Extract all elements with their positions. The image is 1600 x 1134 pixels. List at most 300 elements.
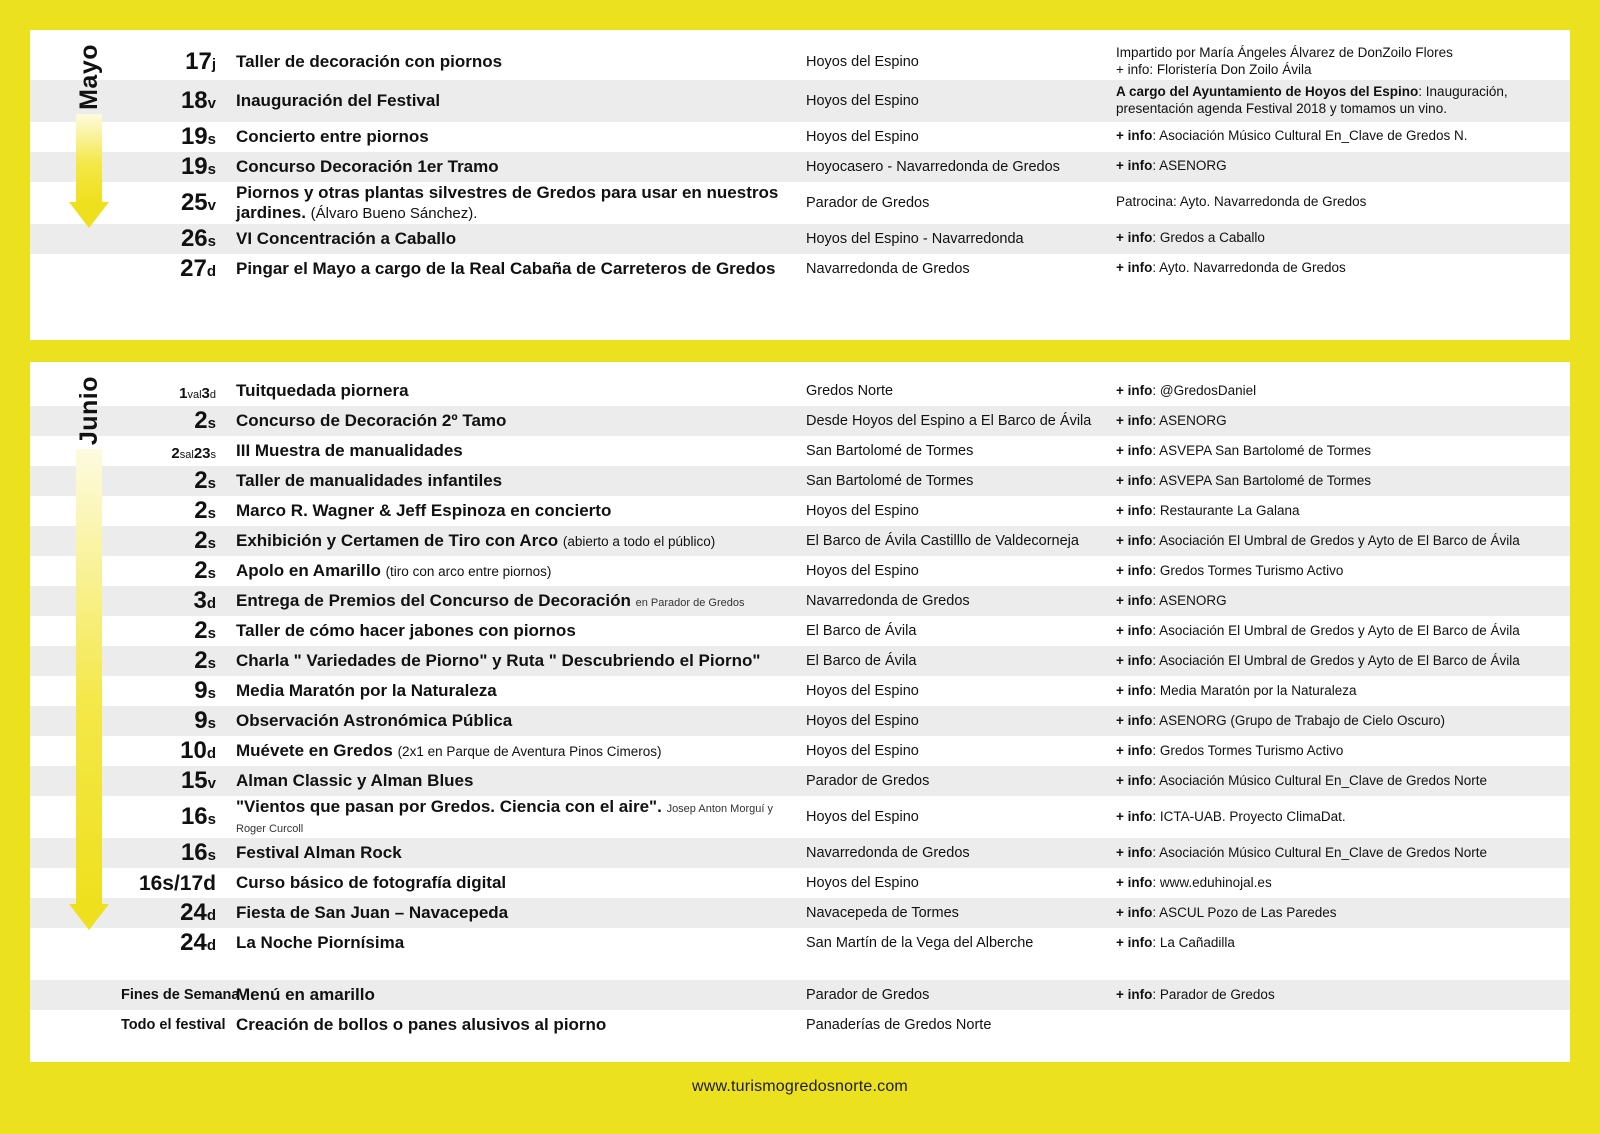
row-day <box>120 616 228 646</box>
row-info <box>1110 254 1570 284</box>
event-place: Navacepeda de Tormes <box>806 904 959 921</box>
event-place: San Bartolomé de Tormes <box>806 442 974 459</box>
day-suffix: v <box>187 389 193 402</box>
row-spacer <box>30 224 120 254</box>
row-place <box>800 122 1110 152</box>
row-place <box>800 182 1110 224</box>
day-range-connector: al <box>192 389 202 402</box>
table-row <box>30 406 1570 436</box>
row-day <box>120 526 228 556</box>
row-title <box>228 496 800 526</box>
day-number: 2 <box>194 407 208 435</box>
table-row <box>30 928 1570 958</box>
day-suffix-end: d <box>209 389 216 402</box>
day-number: 2 <box>194 467 208 495</box>
row-info <box>1110 44 1570 80</box>
event-info-line: : @GredosDaniel <box>1152 382 1257 398</box>
row-info <box>1110 1010 1570 1040</box>
row-title <box>228 224 800 254</box>
row-title <box>228 646 800 676</box>
row-title <box>228 254 800 284</box>
day-number: 16 <box>180 803 208 831</box>
day-number: 2 <box>194 527 208 555</box>
table-row <box>30 44 1570 80</box>
event-info-line: : Asociación El Umbral de Gredos y Ayto de El Barco de Ávila <box>1152 652 1520 668</box>
event-title: Taller de cómo hacer jabones con piornos <box>236 621 576 640</box>
row-title <box>228 616 800 646</box>
table-row <box>30 122 1570 152</box>
event-place: Parador de Gredos <box>806 772 930 789</box>
table-row <box>30 646 1570 676</box>
row-place <box>800 44 1110 80</box>
event-place: Navarredonda de Gredos <box>806 844 970 861</box>
row-title <box>228 466 800 496</box>
row-title <box>228 676 800 706</box>
day-suffix: d <box>206 907 216 925</box>
day-suffix: s <box>207 535 216 553</box>
row-place <box>800 898 1110 928</box>
month-arrow-junio <box>76 449 102 930</box>
row-place <box>800 80 1110 122</box>
event-info-bold: + info <box>1116 682 1153 698</box>
event-title: Media Maratón por la Naturaleza <box>236 681 497 700</box>
row-place <box>800 676 1110 706</box>
table-row <box>30 224 1570 254</box>
event-info-line: : Restaurante La Galana <box>1152 502 1300 518</box>
day-number: 24 <box>180 929 207 957</box>
row-day <box>120 706 228 736</box>
day-number: 2 <box>194 617 208 645</box>
row-info <box>1110 122 1570 152</box>
event-title: III Muestra de manualidades <box>236 441 463 460</box>
table-row <box>30 796 1570 838</box>
row-day <box>120 152 228 182</box>
row-place <box>800 496 1110 526</box>
event-title: Exhibición y Certamen de Tiro con Arco <box>236 531 559 550</box>
row-title <box>228 182 800 224</box>
row-place <box>800 796 1110 838</box>
day-number: 1 <box>179 385 188 403</box>
event-title: Concurso de Decoración 2º Tamo <box>236 411 507 430</box>
event-info-bold: A cargo del Ayuntamiento de Hoyos del Espino <box>1116 83 1419 99</box>
event-info-line: : Gredos Tormes Turismo Activo <box>1152 742 1344 758</box>
event-info-line: Patrocina: Ayto. Navarredonda de Gredos <box>1116 194 1367 210</box>
row-day <box>120 586 228 616</box>
row-title <box>228 586 800 616</box>
row-day <box>120 122 228 152</box>
row-day <box>120 736 228 766</box>
row-place <box>800 1010 1110 1040</box>
table-row <box>30 80 1570 122</box>
event-info-bold: + info <box>1116 158 1153 174</box>
event-place: Hoyos del Espino <box>806 53 919 70</box>
day-suffix: s <box>207 505 216 523</box>
table-row <box>30 182 1570 224</box>
table-row <box>30 868 1570 898</box>
table-row <box>30 526 1570 556</box>
row-info <box>1110 736 1570 766</box>
event-info-line: : Media Maratón por la Naturaleza <box>1152 682 1357 698</box>
month-panel-mayo <box>30 30 1570 340</box>
event-info-bold: + info <box>1116 592 1153 608</box>
day-suffix: s <box>207 655 216 673</box>
event-title: Observación Astronómica Pública <box>236 711 513 730</box>
row-info <box>1110 980 1570 1010</box>
event-place: Hoyos del Espino <box>806 128 919 145</box>
event-info-line: + info: Floristería Don Zoilo Ávila <box>1116 61 1312 77</box>
row-spacer <box>30 1010 120 1040</box>
row-info <box>1110 80 1570 122</box>
row-info <box>1110 676 1570 706</box>
table-row <box>30 376 1570 406</box>
row-place <box>800 736 1110 766</box>
row-spacer <box>30 928 120 958</box>
day-suffix: v <box>207 775 216 793</box>
table-spacer-row <box>30 958 1570 980</box>
event-title: Menú en amarillo <box>236 985 375 1004</box>
day-number: 9 <box>194 677 208 705</box>
row-place <box>800 838 1110 868</box>
day-number: 2 <box>194 647 208 675</box>
row-day <box>120 898 228 928</box>
row-day <box>120 182 228 224</box>
row-place <box>800 376 1110 406</box>
day-suffix: d <box>206 263 216 281</box>
table-row <box>30 898 1570 928</box>
arrow-shaft <box>76 449 102 904</box>
event-title: "Vientos que pasan por Gredos. Ciencia con el aire". <box>236 797 662 816</box>
day-suffix: s <box>207 715 216 733</box>
table-row <box>30 676 1570 706</box>
row-day <box>120 406 228 436</box>
event-info-bold: + info <box>1116 934 1153 950</box>
event-title: Fiesta de San Juan – Navacepeda <box>236 903 509 922</box>
row-place <box>800 868 1110 898</box>
table-row <box>30 436 1570 466</box>
day-number: 25 <box>180 189 208 217</box>
footer-url[interactable]: www.turismogredosnorte.com <box>692 1078 908 1095</box>
row-place <box>800 556 1110 586</box>
event-info-bold: + info <box>1116 772 1153 788</box>
event-info-line: : Asociación Músico Cultural En_Clave de Gredos Norte <box>1152 844 1488 860</box>
event-title: Alman Classic y Alman Blues <box>236 771 474 790</box>
table-row <box>30 586 1570 616</box>
day-number: 2 <box>171 445 180 463</box>
event-title: Creación de bollos o panes alusivos al piorno <box>236 1015 607 1034</box>
event-info-bold: + info <box>1116 712 1153 728</box>
event-info-line: : Gredos a Caballo <box>1152 230 1265 246</box>
table-row <box>30 496 1570 526</box>
event-info-line: : Gredos Tormes Turismo Activo <box>1152 562 1344 578</box>
event-info-line: : ASCUL Pozo de Las Paredes <box>1152 904 1337 920</box>
month-panel-junio <box>30 362 1570 1062</box>
event-info-bold: + info <box>1116 128 1153 144</box>
event-info-bold: + info <box>1116 986 1153 1002</box>
row-title <box>228 556 800 586</box>
row-info <box>1110 152 1570 182</box>
day-word: Todo el festival <box>121 1017 226 1033</box>
day-suffix: d <box>206 745 216 763</box>
event-info-bold: + info <box>1116 844 1153 860</box>
event-title: Muévete en Gredos <box>236 741 393 760</box>
day-suffix: s <box>207 685 216 703</box>
row-place <box>800 706 1110 736</box>
row-title <box>228 406 800 436</box>
day-number-end: 3 <box>201 385 210 403</box>
row-title <box>228 838 800 868</box>
event-info-line: : ASVEPA San Bartolomé de Tormes <box>1152 472 1371 488</box>
row-title <box>228 706 800 736</box>
event-title: Curso básico de fotografía digital <box>236 873 507 892</box>
event-info-line: : Asociación El Umbral de Gredos y Ayto de El Barco de Ávila <box>1152 532 1520 548</box>
event-place: Panaderías de Gredos Norte <box>806 1016 992 1033</box>
event-info-line: : ASENORG <box>1152 158 1227 174</box>
event-subtitle: (tiro con arco entre piornos) <box>385 564 552 579</box>
event-subtitle: (2x1 en Parque de Aventura Pinos Cimeros) <box>397 744 662 759</box>
event-info-bold: + info <box>1116 412 1153 428</box>
event-info-line: : www.eduhinojal.es <box>1152 874 1272 890</box>
row-spacer <box>30 254 120 284</box>
row-place <box>800 254 1110 284</box>
table-row <box>30 838 1570 868</box>
row-day <box>120 928 228 958</box>
event-info-bold: + info <box>1116 622 1153 638</box>
row-title <box>228 736 800 766</box>
day-suffix: v <box>207 197 216 215</box>
day-suffix: v <box>207 95 216 113</box>
table-row <box>30 152 1570 182</box>
event-title: Taller de decoración con piornos <box>236 51 503 71</box>
day-range-connector: al <box>185 449 194 462</box>
day-number: 26 <box>180 225 208 253</box>
table-row <box>30 466 1570 496</box>
row-title <box>228 436 800 466</box>
event-title: Taller de manualidades infantiles <box>236 471 503 490</box>
event-info-bold: + info <box>1116 442 1153 458</box>
row-info <box>1110 766 1570 796</box>
event-info-line: : Asociación Músico Cultural En_Clave de Gredos Norte <box>1152 772 1488 788</box>
arrow-head <box>69 202 109 228</box>
row-day <box>120 1010 228 1040</box>
event-info-line: : ICTA-UAB. Proyecto ClimaDat. <box>1152 808 1346 824</box>
event-subtitle: en Parador de Gredos <box>635 597 745 609</box>
event-place: Hoyos del Espino <box>806 502 919 519</box>
row-place <box>800 980 1110 1010</box>
event-info-bold: + info <box>1116 904 1153 920</box>
row-info <box>1110 376 1570 406</box>
day-suffix: s <box>207 233 216 251</box>
row-info <box>1110 928 1570 958</box>
row-title <box>228 44 800 80</box>
event-place: El Barco de Ávila Castilllo de Valdecorneja <box>806 532 1079 549</box>
event-place: Gredos Norte <box>806 382 894 399</box>
row-title <box>228 766 800 796</box>
row-place <box>800 586 1110 616</box>
month-marker-mayo <box>58 44 120 228</box>
day-number: 24 <box>180 899 207 927</box>
event-info-bold: + info <box>1116 808 1153 824</box>
row-place <box>800 646 1110 676</box>
event-place: Hoyos del Espino <box>806 808 919 825</box>
event-place: Hoyos del Espino <box>806 92 919 109</box>
event-place: El Barco de Ávila <box>806 622 917 639</box>
row-title <box>228 898 800 928</box>
row-day <box>120 496 228 526</box>
event-place: Parador de Gredos <box>806 986 930 1003</box>
event-title: Entrega de Premios del Concurso de Decoración <box>236 591 631 610</box>
row-info <box>1110 646 1570 676</box>
event-info-line: : Asociación Músico Cultural En_Clave de Gredos N. <box>1152 128 1468 144</box>
day-number: 3 <box>193 587 207 615</box>
arrow-shaft <box>76 114 102 202</box>
row-info <box>1110 898 1570 928</box>
day-suffix: s <box>207 625 216 643</box>
row-title <box>228 868 800 898</box>
day-suffix: s <box>207 811 216 829</box>
row-info <box>1110 466 1570 496</box>
row-info <box>1110 556 1570 586</box>
row-title <box>228 1010 800 1040</box>
row-place <box>800 466 1110 496</box>
day-suffix: s <box>207 415 216 433</box>
day-number: 15 <box>180 767 208 795</box>
event-info-line: : Parador de Gredos <box>1152 986 1275 1002</box>
event-subtitle: (abierto a todo el público) <box>562 534 716 549</box>
table-row <box>30 1010 1570 1040</box>
event-info-bold: + info <box>1116 502 1153 518</box>
row-title <box>228 928 800 958</box>
event-place: Hoyos del Espino - Navarredonda <box>806 230 1024 247</box>
row-place <box>800 406 1110 436</box>
row-place <box>800 766 1110 796</box>
row-place <box>800 436 1110 466</box>
event-place: Hoyos del Espino <box>806 874 919 891</box>
arrow-head <box>69 904 109 930</box>
row-spacer <box>30 980 120 1010</box>
event-info-line: Impartido por María Ángeles Álvarez de DonZoilo Flores <box>1116 45 1453 60</box>
schedule-table-mayo <box>30 44 1570 284</box>
table-row <box>30 616 1570 646</box>
row-day <box>120 224 228 254</box>
event-info-line: : ASENORG <box>1152 592 1227 608</box>
event-title: Piornos y otras plantas silvestres de Gredos para usar en nuestros jardines. <box>236 182 779 222</box>
row-day <box>120 980 240 1010</box>
event-info-bold: + info <box>1116 532 1153 548</box>
table-row <box>30 766 1570 796</box>
event-title: VI Concentración a Caballo <box>236 228 457 248</box>
event-info-bold: + info <box>1116 562 1153 578</box>
event-info-bold: + info <box>1116 874 1153 890</box>
day-number: 27 <box>180 255 207 283</box>
row-day <box>120 436 228 466</box>
event-place: Hoyos del Espino <box>806 562 919 579</box>
event-subtitle: Josep Anton Morguí y Roger Curcoll <box>236 803 773 835</box>
day-suffix-end: s <box>210 449 216 462</box>
event-info-line: : ASENORG <box>1152 412 1227 428</box>
row-place <box>800 616 1110 646</box>
row-place <box>800 526 1110 556</box>
day-suffix: j <box>211 56 216 74</box>
day-number: 16 <box>180 839 208 867</box>
row-title <box>228 376 800 406</box>
row-day <box>120 556 228 586</box>
month-arrow-mayo <box>76 114 102 228</box>
event-info-line: : La Cañadilla <box>1152 934 1235 950</box>
day-number: 17 <box>185 48 212 76</box>
row-info <box>1110 496 1570 526</box>
month-label-mayo: Mayo <box>74 44 103 110</box>
event-place: Hoyos del Espino <box>806 712 919 729</box>
event-title: Concurso Decoración 1er Tramo <box>236 156 499 176</box>
day-number-end: 23 <box>193 445 211 463</box>
event-place: Hoyos del Espino <box>806 742 919 759</box>
row-info <box>1110 586 1570 616</box>
event-info-bold: + info <box>1116 382 1153 398</box>
day-word: Fines de Semana <box>121 987 240 1003</box>
row-info <box>1110 182 1570 224</box>
event-title: Pingar el Mayo a cargo de la Real Cabaña de Carreteros de Gredos <box>236 258 776 278</box>
day-suffix: d <box>206 937 216 955</box>
event-place: Hoyos del Espino <box>806 682 919 699</box>
table-row <box>30 736 1570 766</box>
event-info-bold: + info <box>1116 230 1153 246</box>
row-info <box>1110 616 1570 646</box>
day-number: 9 <box>194 707 208 735</box>
row-day <box>120 376 228 406</box>
table-row <box>30 706 1570 736</box>
event-info-line: : Inauguración, <box>1418 83 1508 99</box>
month-label-junio: Junio <box>74 376 103 446</box>
row-day <box>120 766 228 796</box>
month-marker-junio <box>58 376 120 930</box>
row-info <box>1110 526 1570 556</box>
day-suffix: d <box>206 595 216 613</box>
row-place <box>800 928 1110 958</box>
event-title: Inauguración del Festival <box>236 90 441 110</box>
row-info <box>1110 224 1570 254</box>
row-day <box>120 646 228 676</box>
event-info-line: : ASVEPA San Bartolomé de Tormes <box>1152 442 1371 458</box>
row-place <box>800 152 1110 182</box>
event-info-line: : Ayto. Navarredonda de Gredos <box>1152 260 1346 276</box>
row-info <box>1110 838 1570 868</box>
table-row <box>30 980 1570 1010</box>
day-number: 2 <box>194 497 208 525</box>
event-title: Festival Alman Rock <box>236 843 402 862</box>
day-suffix: s <box>207 131 216 149</box>
row-day <box>120 466 228 496</box>
event-title: Charla " Variedades de Piorno" y Ruta " Descubriendo el Piorno" <box>236 651 761 670</box>
event-title: Apolo en Amarillo <box>236 561 381 580</box>
row-title <box>228 152 800 182</box>
schedule-table-junio <box>30 376 1570 1040</box>
event-info-bold: + info <box>1116 472 1153 488</box>
row-title <box>228 796 800 838</box>
event-place: Navarredonda de Gredos <box>806 592 970 609</box>
event-info-bold: + info <box>1116 652 1153 668</box>
row-day <box>120 838 228 868</box>
table-row <box>30 556 1570 586</box>
event-place: San Martín de la Vega del Alberche <box>806 934 1034 951</box>
row-place <box>800 224 1110 254</box>
event-info-line: : ASENORG (Grupo de Trabajo de Cielo Oscuro) <box>1152 712 1445 728</box>
event-title: Concierto entre piornos <box>236 126 429 146</box>
event-info-bold: + info <box>1116 260 1153 276</box>
row-info <box>1110 796 1570 838</box>
day-suffix: s <box>207 847 216 865</box>
event-place: El Barco de Ávila <box>806 652 917 669</box>
event-place: Navarredonda de Gredos <box>806 260 970 277</box>
